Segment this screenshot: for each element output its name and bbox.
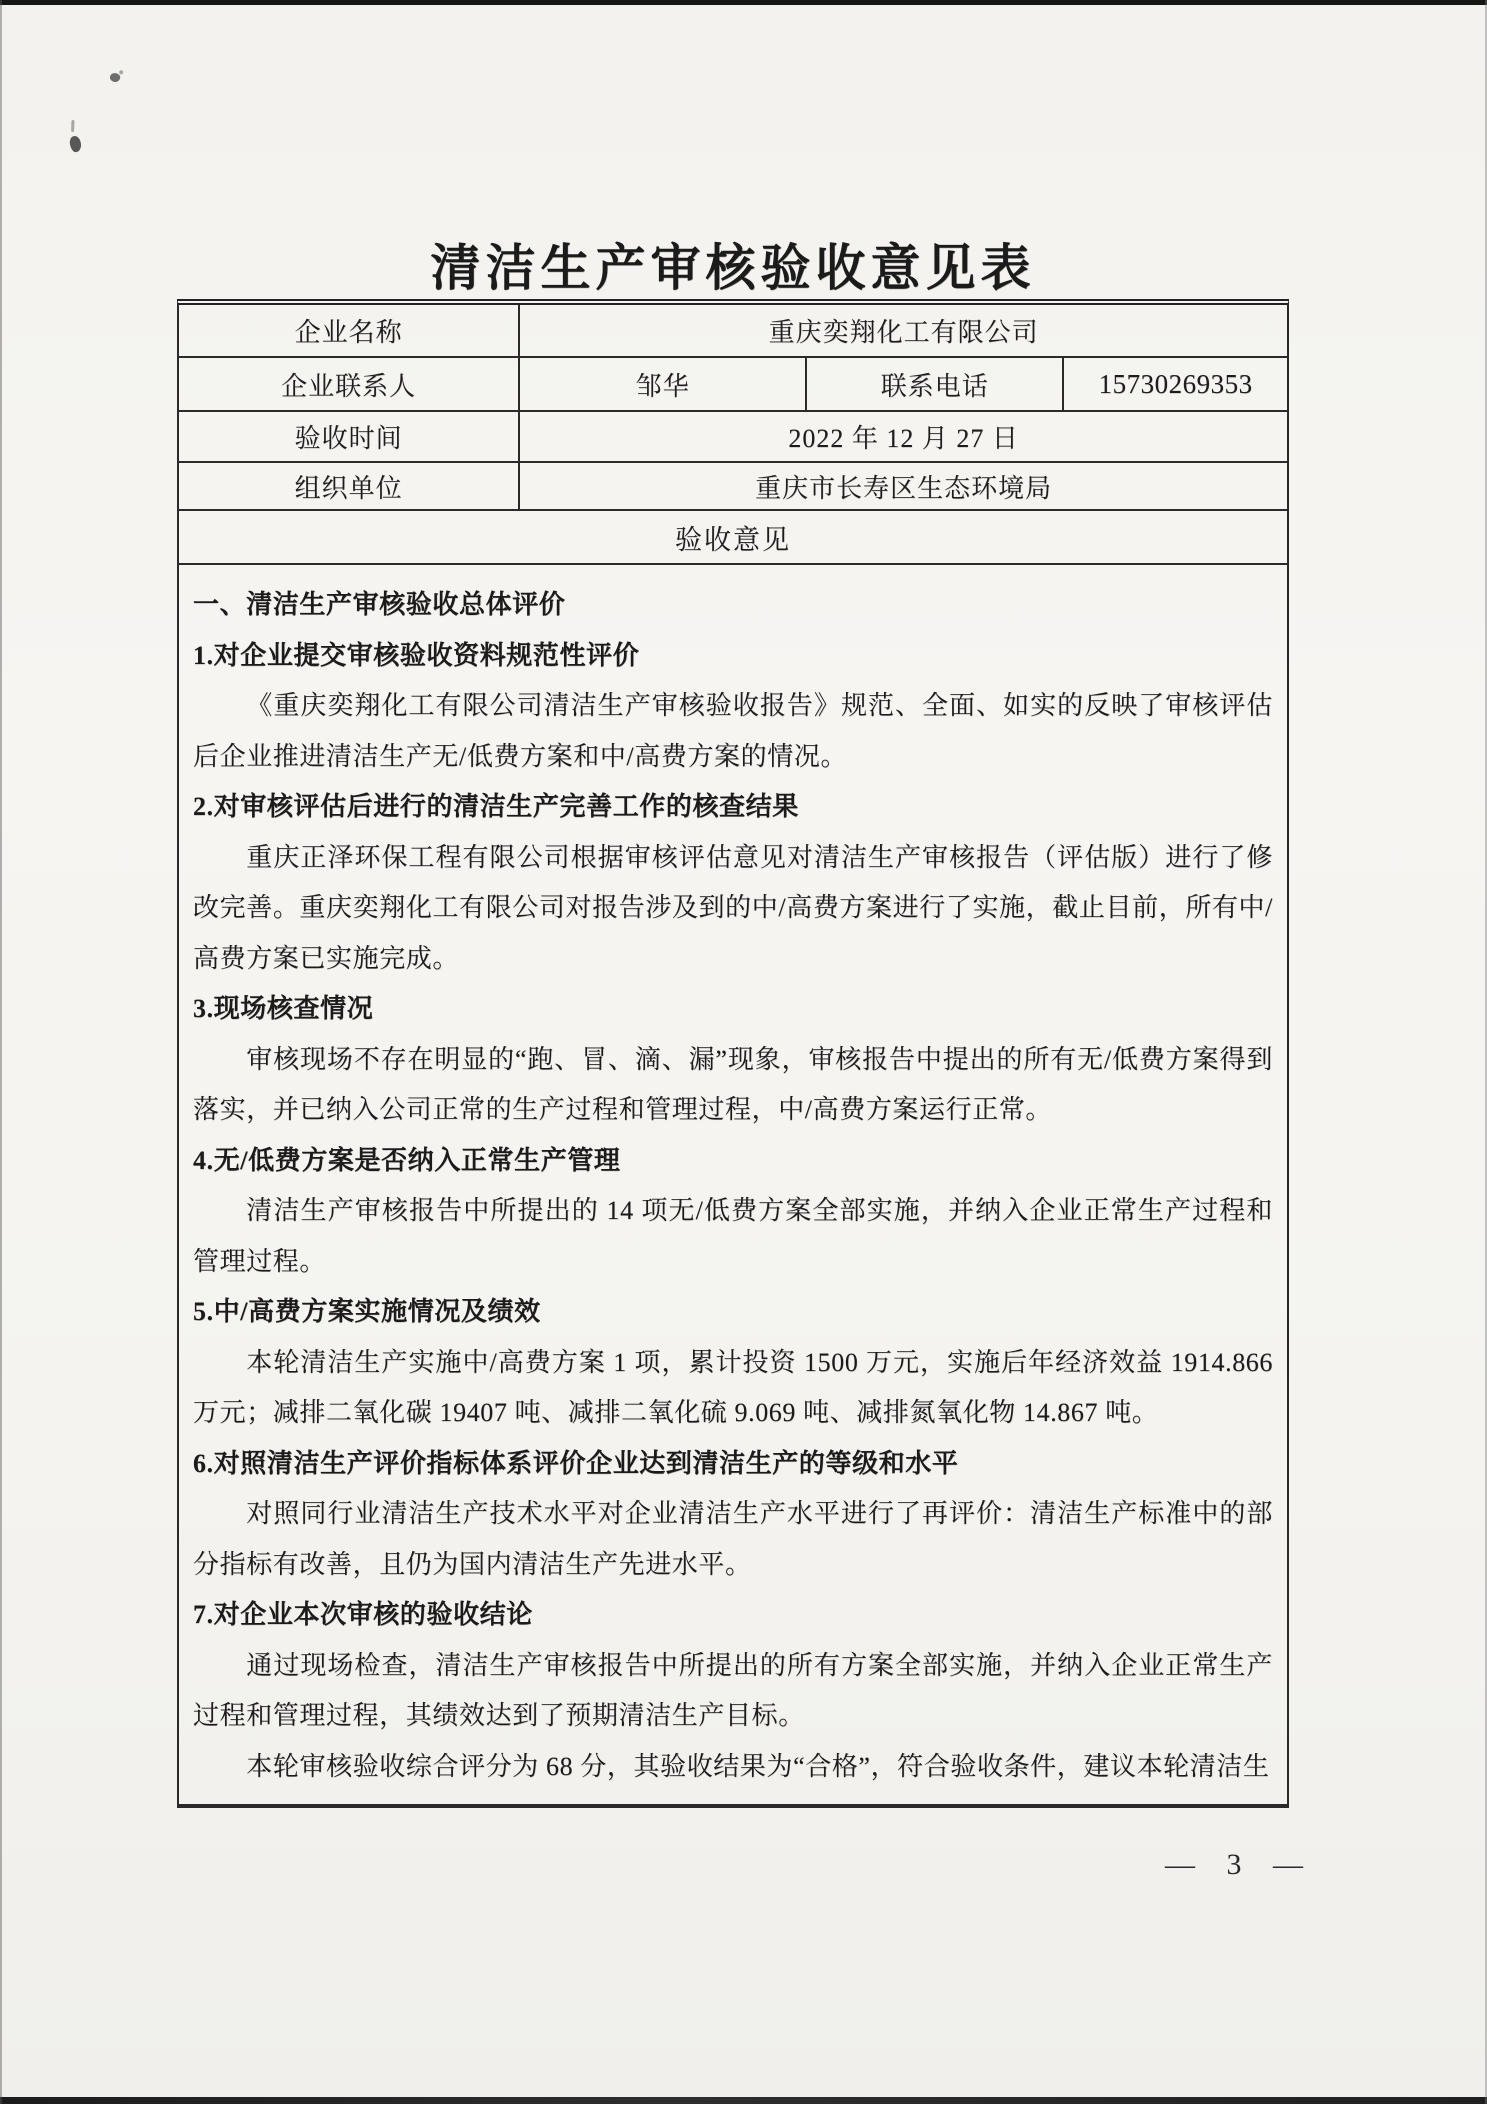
scan-edge-top [0, 0, 1487, 5]
opinion-heading: 1.对企业提交审核验收资料规范性评价 [193, 640, 640, 670]
opinion-paragraph: 重庆正泽环保工程有限公司根据审核评估意见对清洁生产审核报告（评估版）进行了修改完善。重庆奕翔化工有限公司对报告涉及到的中/高费方案进行了实施，截止目前，所有中/高费方案已实施完成。 [193, 842, 1273, 973]
info-table [177, 299, 1289, 1808]
opinion-section-header: 验收意见 [675, 524, 791, 555]
acceptance-date-label: 验收时间 [179, 412, 520, 461]
opinion-paragraph: 本轮清洁生产实施中/高费方案 1 项，累计投资 1500 万元，实施后年经济效益 1914.866 万元；减排二氧化碳 19407 吨、减排二氧化硫 9.069 吨、减排氮氧化物 14.867 吨。 [193, 1347, 1273, 1427]
opinion-heading: 6.对照清洁生产评价指标体系评价企业达到清洁生产的等级和水平 [193, 1448, 959, 1478]
company-name-label: 企业名称 [179, 305, 520, 356]
table-row-contact [179, 358, 1287, 412]
opinion-paragraph: 本轮审核验收综合评分为 68 分，其验收结果为“合格”，符合验收条件，建议本轮清洁生 [246, 1751, 1270, 1781]
table-row-acceptance-date [179, 412, 1287, 463]
scan-edge-bottom [0, 2097, 1487, 2104]
opinion-heading: 2.对审核评估后进行的清洁生产完善工作的核查结果 [193, 792, 799, 821]
contact-name-value: 邹华 [520, 358, 807, 410]
opinion-paragraph: 清洁生产审核报告中所提出的 14 项无/低费方案全部实施，并纳入企业正常生产过程和管理过程。 [193, 1196, 1273, 1276]
opinion-paragraph: 通过现场检查，清洁生产审核报告中所提出的所有方案全部实施，并纳入企业正常生产过程和管理过程，其绩效达到了预期清洁生产目标。 [193, 1650, 1273, 1730]
page-number: — 3 — [1165, 1848, 1315, 1881]
opinion-heading: 3.现场核查情况 [193, 994, 374, 1023]
organizer-value: 重庆市长寿区生态环境局 [755, 473, 1053, 503]
opinion-paragraph: 《重庆奕翔化工有限公司清洁生产审核验收报告》规范、全面、如实的反映了审核评估后企业推进清洁生产无/低费方案和中/高费方案的情况。 [193, 691, 1273, 771]
phone-number-value: 15730269353 [1098, 368, 1253, 399]
table-row-opinion-header [179, 511, 1287, 565]
page-title: 清洁生产审核验收意见表 [430, 240, 1036, 296]
acceptance-date-value: 2022 年 12 月 27 日 [788, 424, 1019, 453]
opinion-heading: 5.中/高费方案实施情况及绩效 [193, 1297, 541, 1326]
scan-edge-left [0, 0, 2, 2104]
opinion-heading: 7.对企业本次审核的验收结论 [193, 1600, 533, 1629]
scan-speck [108, 71, 121, 84]
contact-label: 企业联系人 [179, 358, 520, 410]
opinion-paragraph: 对照同行业清洁生产技术水平对企业清洁生产水平进行了再评价：清洁生产标准中的部分指标有改善，且仍为国内清洁生产先进水平。 [193, 1499, 1273, 1579]
phone-label: 联系电话 [807, 358, 1064, 410]
table-row-opinion-body [179, 565, 1287, 1804]
opinion-body [179, 565, 1287, 1804]
organizer-label: 组织单位 [179, 463, 520, 509]
table-row-company-name [179, 305, 1287, 358]
scan-speck [68, 135, 83, 154]
company-name-value: 重庆奕翔化工有限公司 [768, 318, 1039, 347]
opinion-paragraph: 审核现场不存在明显的“跑、冒、滴、漏”现象，审核报告中提出的所有无/低费方案得到落实，并已纳入公司正常的生产过程和管理过程，中/高费方案运行正常。 [193, 1044, 1273, 1124]
opinion-heading: 4.无/低费方案是否纳入正常生产管理 [193, 1145, 621, 1175]
table-row-organizer [179, 463, 1287, 511]
opinion-heading: 一、清洁生产审核验收总体评价 [193, 590, 566, 619]
